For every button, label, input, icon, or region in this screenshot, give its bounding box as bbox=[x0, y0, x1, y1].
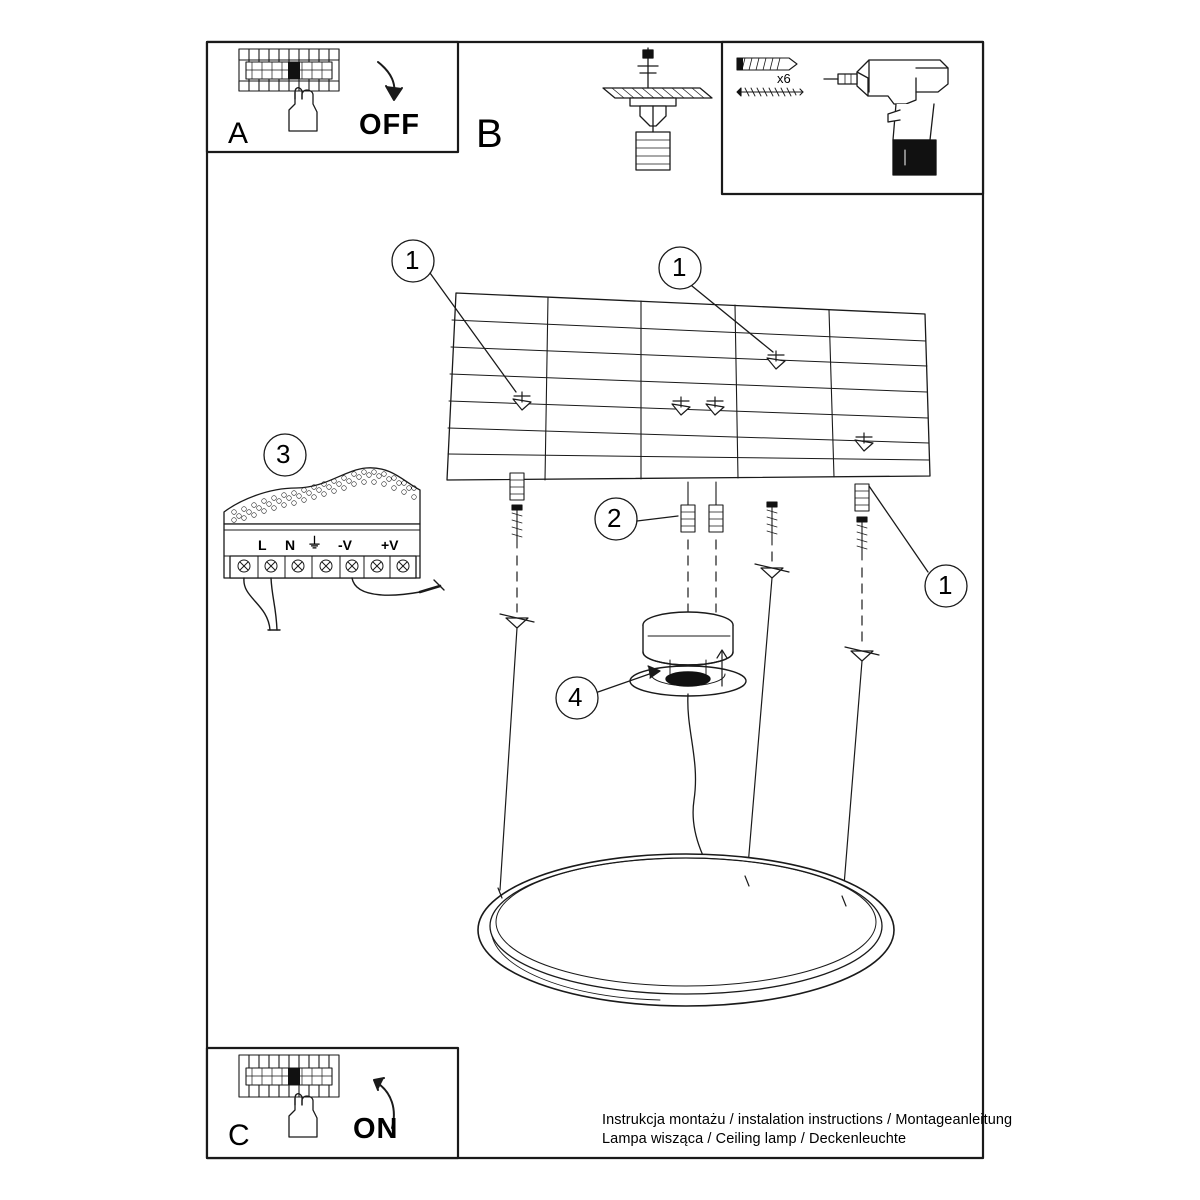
ring-pendant-lamp-icon bbox=[478, 854, 894, 1006]
switch-on-label: ON bbox=[353, 1113, 399, 1145]
step-letter-a: A bbox=[228, 117, 249, 150]
callout-3: 3 bbox=[276, 439, 291, 469]
led-driver-icon bbox=[224, 468, 444, 630]
terminal-label-v-pos-1: +V bbox=[381, 537, 399, 553]
callout-1b: 1 bbox=[672, 252, 687, 282]
terminal-label-v-neg-1: -V bbox=[338, 537, 352, 553]
callout-1a: 1 bbox=[405, 245, 420, 275]
switch-off-label: OFF bbox=[359, 109, 420, 141]
breaker-icon-a bbox=[239, 49, 339, 91]
callout-1c: 1 bbox=[938, 570, 953, 600]
ceiling-plane bbox=[447, 293, 930, 480]
step-letter-b: B bbox=[476, 112, 504, 156]
breaker-icon-c bbox=[239, 1055, 339, 1097]
anchor-parts bbox=[510, 473, 869, 560]
terminal-label-n: N bbox=[285, 537, 296, 553]
callout-2: 2 bbox=[607, 503, 622, 533]
hardware-quantity-label: x6 bbox=[777, 71, 791, 86]
footer-line-1: Instrukcja montażu / instalation instructions / Montageanleitung bbox=[602, 1112, 1013, 1128]
earth-symbol: ⏚ bbox=[307, 535, 323, 552]
footer-line-2: Lampa wisząca / Ceiling lamp / Deckenleuchte bbox=[602, 1131, 907, 1147]
step-letter-c: C bbox=[228, 1119, 251, 1152]
ceiling-bracket-icon bbox=[603, 48, 712, 170]
callout-4: 4 bbox=[568, 682, 583, 712]
wall-anchor-icon bbox=[737, 58, 797, 70]
terminal-label-l: L bbox=[258, 537, 267, 553]
